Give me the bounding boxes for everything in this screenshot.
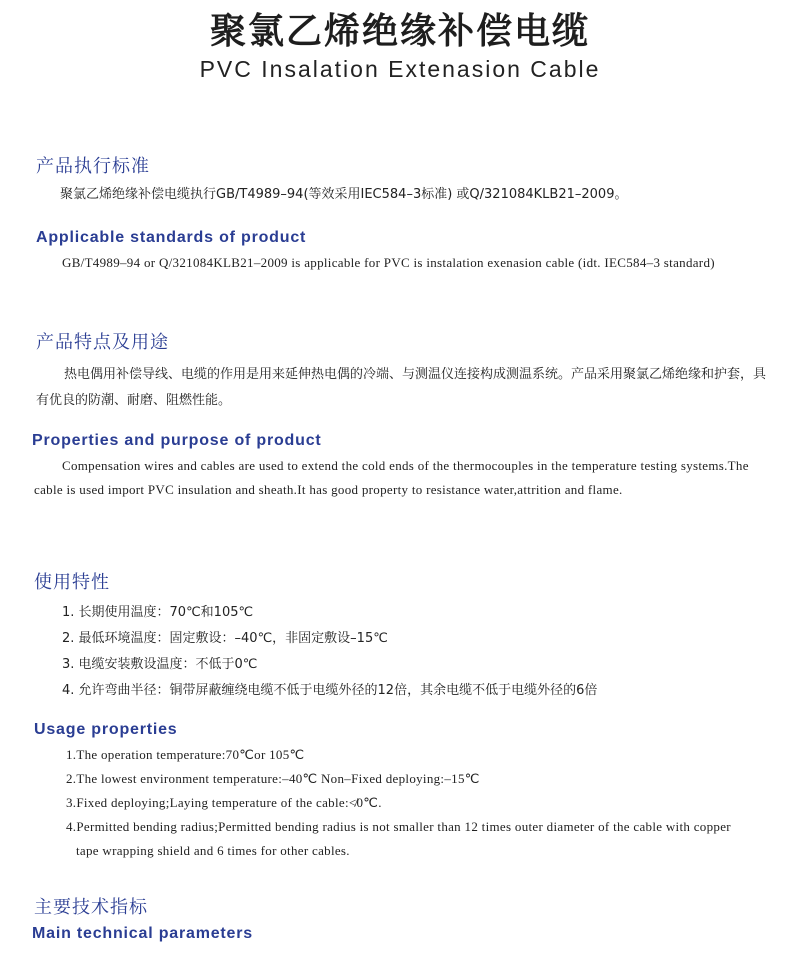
standards-en-text: GB/T4989–94 or Q/321084KLB21–2009 is applicable for PVC is instalation exenasion cable (idt. IEC584–3 standard) [62,255,715,270]
standards-cn-heading: 产品执行标准 [36,156,150,177]
properties-en-heading: Properties and purpose of product [32,432,322,449]
technical-en-heading: Main technical parameters [32,925,253,942]
properties-en-text: Compensation wires and cables are used to extend the cold ends of the thermocouples in the temperature testing systems.The cable is used import PVC insulation and sheath.It has good property to resistance water,attrition and flame. [34,458,749,497]
usage-cn-list [62,600,782,704]
standards-en-section [0,229,800,275]
list-item: 3.Fixed deploying;Laying temperature of the cable:≮0℃. [66,795,382,810]
list-item: 1. 长期使用温度：70℃和105℃ [62,605,254,620]
list-item: 2. 最低环境温度：固定敷设：–40℃，非固定敷设–15℃ [62,631,388,646]
technical-cn-heading: 主要技术指标 [34,897,148,918]
properties-cn-heading: 产品特点及用途 [36,332,169,353]
list-item: 2.The lowest environment temperature:–40℃ Non–Fixed deploying:–15℃ [66,771,480,786]
technical-section [0,893,800,943]
usage-cn-section [0,568,800,704]
properties-cn-section [0,328,800,414]
page-subtitle: PVC Insalation Extenasion Cable [199,56,601,82]
page-title: 聚氯乙烯绝缘补偿电缆 [209,11,590,52]
list-item: 4.Permitted bending radius;Permitted bending radius is not smaller than 12 times outer diameter of the cable with copper tape wrapping shield and 6 times for other cables. [66,819,731,858]
list-item: 4. 允许弯曲半径：铜带屏蔽缠绕电缆不低于电缆外径的12倍，其余电缆不低于电缆外径的6倍 [62,683,598,698]
list-item: 3. 电缆安装敷设温度：不低于0℃ [62,657,258,672]
standards-cn-text: 聚氯乙烯绝缘补偿电缆执行GB/T4989–94(等效采用IEC584–3标准) 或Q/321084KLB21–2009。 [60,187,628,202]
standards-en-heading: Applicable standards of product [36,229,307,246]
usage-en-section [0,721,800,863]
standards-cn-section [0,152,800,208]
usage-en-heading: Usage properties [34,721,178,738]
list-item: 1.The operation temperature:70℃or 105℃ [66,747,305,762]
properties-cn-text: 热电偶用补偿导线、电缆的作用是用来延伸热电偶的冷端、与测温仪连接构成测温系统。产品采用聚氯乙烯绝缘和护套，具有优良的防潮、耐磨、阻燃性能。 [36,367,767,408]
usage-en-list [66,743,756,863]
usage-cn-heading: 使用特性 [34,572,110,593]
properties-en-section [0,432,800,502]
